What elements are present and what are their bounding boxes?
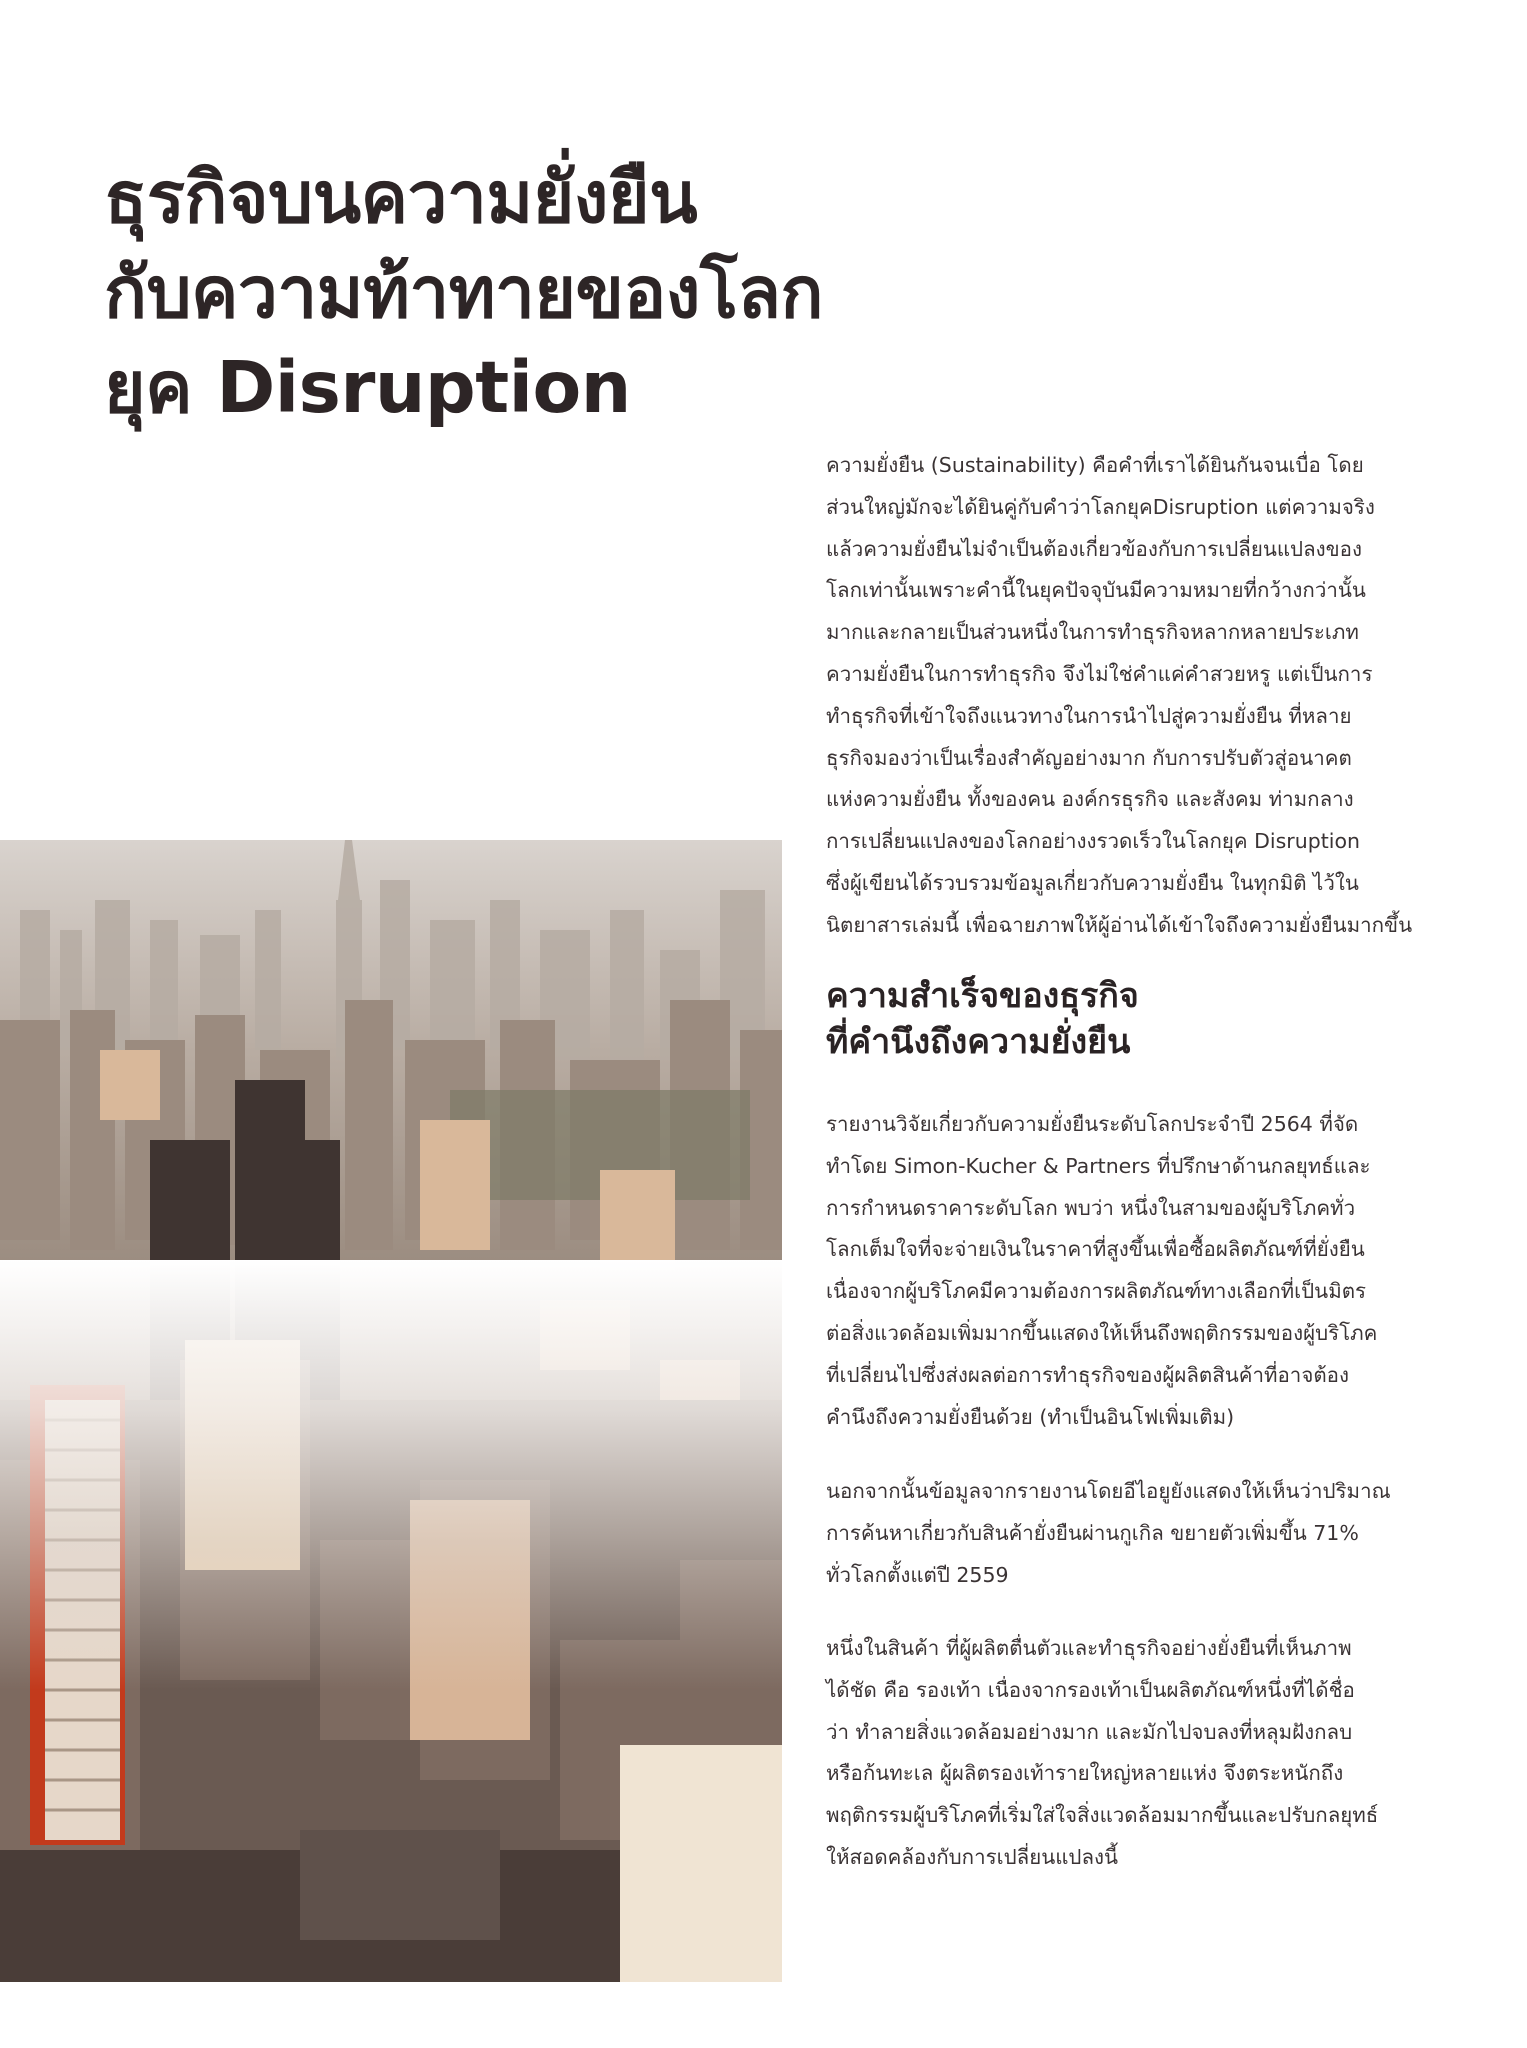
intro-line: โลกเท่านั้นเพราะคำนี้ในยุคปัจจุบันมีความหมายที่กว้างกว่านั้น bbox=[826, 578, 1366, 603]
paragraph-line: ทั่วโลกตั้งแต่ปี 2559 bbox=[826, 1562, 1009, 1587]
intro-line: ธุรกิจมองว่าเป็นเรื่องสำคัญอย่างมาก กับการปรับตัวสู่อนาคต bbox=[826, 745, 1352, 770]
title-line-2: กับความท้าทายของโลก bbox=[104, 251, 824, 334]
intro-line: ทำธุรกิจที่เข้าใจถึงแนวทางในการนำไปสู่ความยั่งยืน ที่หลาย bbox=[826, 703, 1352, 728]
title-line-3: ยุค Disruption bbox=[104, 346, 631, 429]
section-paragraph-1-block bbox=[826, 1104, 1438, 1438]
intro-block bbox=[826, 445, 1438, 947]
section-heading-block bbox=[826, 973, 1438, 1065]
photo-haze-overlay bbox=[0, 1260, 782, 1690]
paragraph-line: ต่อสิ่งแวดล้อมเพิ่มมากขึ้นแสดงให้เห็นถึงพฤติกรรมของผู้บริโภค bbox=[826, 1320, 1378, 1345]
paragraph-line: ว่า ทำลายสิ่งแวดล้อมอย่างมาก และมักไปจบลงที่หลุมฝังกลบ bbox=[826, 1719, 1353, 1744]
intro-line: ความยั่งยืน (Sustainability) คือคำที่เราได้ยินกันจนเบื่อ โดย bbox=[826, 453, 1364, 477]
section-paragraph-3 bbox=[826, 1628, 1438, 1879]
paragraph-line: ให้สอดคล้องกับการเปลี่ยนแปลงนี้ bbox=[826, 1844, 1119, 1869]
paragraph-line: รายงานวิจัยเกี่ยวกับความยั่งยืนระดับโลกประจำปี 2564 ที่จัด bbox=[826, 1112, 1359, 1136]
paragraph-line: การค้นหาเกี่ยวกับสินค้ายั่งยืนผ่านกูเกิล ขยายตัวเพิ่มขึ้น 71% bbox=[826, 1520, 1359, 1545]
section-paragraph-2 bbox=[826, 1471, 1438, 1596]
section-heading-line-2: ที่คำนึงถึงความยั่งยืน bbox=[826, 1022, 1131, 1062]
paragraph-line: หรือก้นทะเล ผู้ผลิตรองเท้ารายใหญ่หลายแห่ง จึงตระหนักถึง bbox=[826, 1761, 1344, 1786]
paragraph-line: พฤติกรรมผู้บริโภคที่เริ่มใส่ใจสิ่งแวดล้อมมากขึ้นและปรับกลยุทธ์ bbox=[826, 1803, 1379, 1828]
paragraph-line: โลกเต็มใจที่จะจ่ายเงินในราคาที่สูงขึ้นเพื่อซื้อผลิตภัณฑ์ที่ยั่งยืน bbox=[826, 1237, 1365, 1262]
city-skyline-photo bbox=[0, 840, 782, 1982]
paragraph-line: หนึ่งในสินค้า ที่ผู้ผลิตตื่นตัวและทำธุรกิจอย่างยั่งยืนที่เห็นภาพ bbox=[826, 1636, 1352, 1660]
paragraph-line: คำนึงถึงความยั่งยืนด้วย (ทำเป็นอินโฟเพิ่มเติม) bbox=[826, 1404, 1235, 1429]
intro-paragraph bbox=[826, 445, 1438, 947]
section-heading-line-1: ความสำเร็จของธุรกิจ bbox=[826, 976, 1139, 1016]
intro-line: การเปลี่ยนแปลงของโลกอย่างงรวดเร็วในโลกยุค Disruption bbox=[826, 829, 1360, 854]
intro-line: ซึ่งผู้เขียนได้รวบรวมข้อมูลเกี่ยวกับความยั่งยืน ในทุกมิติ ไว้ใน bbox=[826, 870, 1359, 895]
paragraph-line: ที่เปลี่ยนไปซึ่งส่งผลต่อการทำธุรกิจของผู้ผลิตสินค้าที่อาจต้อง bbox=[826, 1362, 1349, 1387]
intro-line: ส่วนใหญ่มักจะได้ยินคู่กับคำว่าโลกยุคDisruption แต่ความจริง bbox=[826, 494, 1375, 519]
paragraph-line: ได้ชัด คือ รองเท้า เนื่องจากรองเท้าเป็นผลิตภัณฑ์หนึ่งที่ได้ชื่อ bbox=[826, 1677, 1355, 1702]
paragraph-line: เนื่องจากผู้บริโภคมีความต้องการผลิตภัณฑ์ทางเลือกที่เป็นมิตร bbox=[826, 1279, 1367, 1304]
intro-line: นิตยาสารเล่มนี้ เพื่อฉายภาพให้ผู้อ่านได้เข้าใจถึงความยั่งยืนมากขึ้น bbox=[826, 912, 1413, 937]
intro-line: มากและกลายเป็นส่วนหนึ่งในการทำธุรกิจหลากหลายประเภท bbox=[826, 620, 1359, 645]
section-paragraph-3-block bbox=[826, 1628, 1438, 1879]
section-paragraph-1 bbox=[826, 1104, 1438, 1438]
paragraph-line: ทำโดย Simon-Kucher & Partners ที่ปรึกษาด้านกลยุทธ์และ bbox=[826, 1153, 1371, 1178]
section-heading bbox=[826, 973, 1438, 1065]
page-title bbox=[104, 150, 1084, 435]
intro-line: ความยั่งยืนในการทำธุรกิจ จึงไม่ใช่คำแค่คำสวยหรู แต่เป็นการ bbox=[826, 661, 1373, 686]
intro-line: แห่งความยั่งยืน ทั้งของคน องค์กรธุรกิจ และสังคม ท่ามกลาง bbox=[826, 787, 1354, 812]
title-line-1: ธุรกิจบนความยั่งยืน bbox=[104, 156, 698, 239]
paragraph-line: การกำหนดราคาระดับโลก พบว่า หนึ่งในสามของผู้บริโภคทั่ว bbox=[826, 1195, 1356, 1220]
paragraph-line: นอกจากนั้นข้อมูลจากรายงานโดยอีไอยูยังแสดงให้เห็นว่าปริมาณ bbox=[826, 1479, 1391, 1503]
section-paragraph-2-block bbox=[826, 1471, 1438, 1596]
intro-line: แล้วความยั่งยืนไม่จำเป็นต้องเกี่ยวข้องกับการเปลี่ยนแปลงของ bbox=[826, 536, 1362, 561]
